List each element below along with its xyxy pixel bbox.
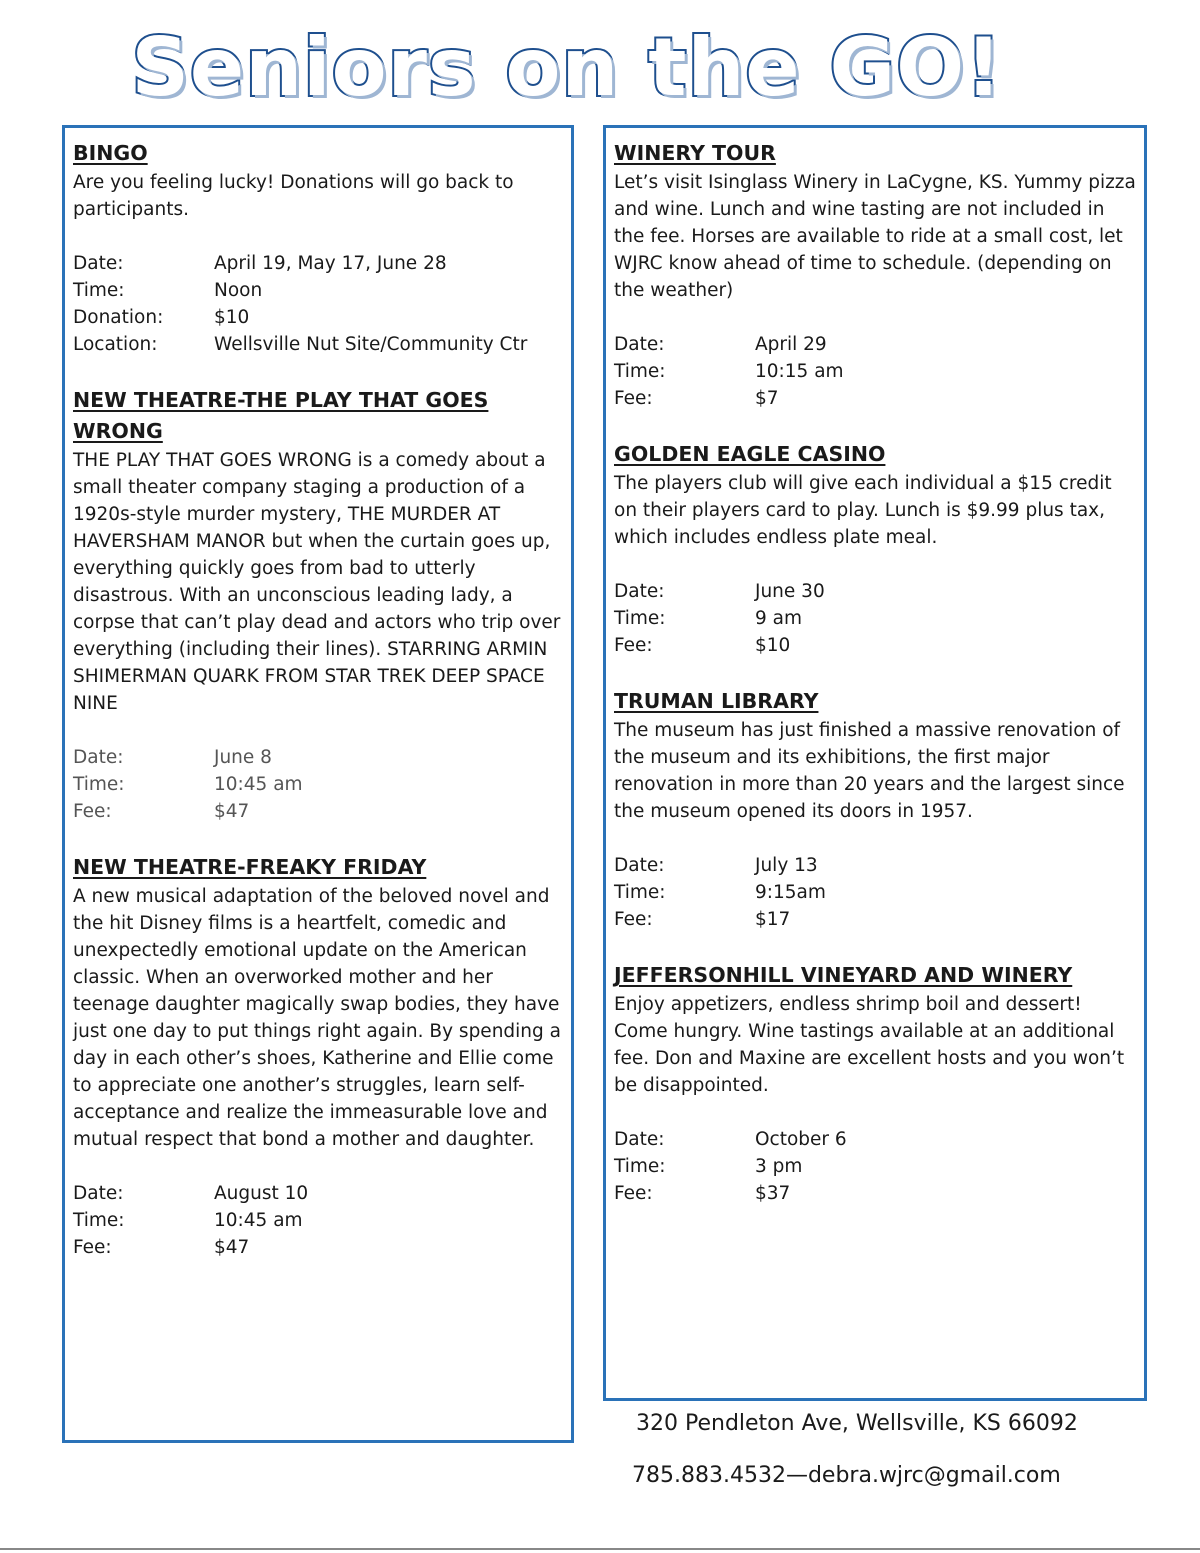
detail-label: Date:	[73, 1183, 124, 1204]
event-truman-library	[614, 686, 1136, 933]
detail-row-fee	[614, 632, 1136, 659]
event-title: NEW THEATRE-THE PLAY THAT GOES WRONG	[73, 388, 489, 443]
detail-value: April 19, May 17, June 28	[214, 253, 447, 274]
detail-label: Fee:	[73, 801, 112, 822]
event-play-that-goes-wrong	[73, 385, 563, 825]
detail-value: $10	[755, 635, 791, 656]
detail-value: $7	[755, 388, 779, 409]
left-events-column	[62, 125, 574, 1443]
detail-value: $37	[755, 1183, 791, 1204]
event-description: Are you feeling lucky! Donations will go back to participants.	[73, 172, 514, 220]
footer-contact: 785.883.4532—debra.wjrc@gmail.com	[632, 1463, 1061, 1488]
detail-row-fee	[614, 906, 1136, 933]
event-details	[614, 578, 1136, 659]
event-title: GOLDEN EAGLE CASINO	[614, 442, 886, 466]
detail-label: Date:	[614, 1129, 665, 1150]
detail-row-fee	[614, 385, 1136, 412]
event-description: A new musical adaptation of the beloved novel and the hit Disney films is a heartfelt, comedic and unexpectedly emotional update on the American classic. When an overworked mother and her teenage daughter magically swap bodies, they have just one day to put things right again. By spending a day in each other’s shoes, Katherine and Ellie come to appreciate one another’s struggles, learn self-acceptance and realize the immeasurable love and mutual respect that bond a mother and daughter.	[73, 886, 561, 1150]
event-description: THE PLAY THAT GOES WRONG is a comedy about a small theater company staging a production of a 1920s-style murder mystery, THE MURDER AT HAVERSHAM MANOR but when the curtain goes up, everything quickly goes from bad to utterly disastrous. With an unconscious leading lady, a corpse that can’t play dead and actors who trip over everything (including their lines). STARRING ARMIN SHIMERMAN QUARK FROM STAR TREK DEEP SPACE NINE	[73, 450, 561, 714]
detail-value: $47	[214, 1237, 250, 1258]
detail-label: Donation:	[73, 307, 164, 328]
detail-row-fee	[73, 798, 563, 825]
event-details	[73, 1180, 563, 1261]
detail-label: Location:	[73, 334, 158, 355]
event-title: NEW THEATRE-FREAKY FRIDAY	[73, 855, 427, 879]
detail-row-time	[73, 277, 563, 304]
detail-row-date	[614, 1126, 1136, 1153]
event-details	[73, 250, 563, 358]
detail-value: Noon	[214, 280, 263, 301]
detail-value: April 29	[755, 334, 827, 355]
detail-row-time	[614, 879, 1136, 906]
event-title: BINGO	[73, 141, 148, 165]
detail-row-date	[73, 250, 563, 277]
detail-value: 9 am	[755, 608, 803, 629]
detail-label: Fee:	[614, 909, 653, 930]
event-description: The museum has just finished a massive renovation of the museum and its exhibitions, the first major renovation in more than 20 years and the largest since the museum opened its doors in 1957.	[614, 720, 1125, 822]
detail-value: October 6	[755, 1129, 847, 1150]
detail-value: August 10	[214, 1183, 309, 1204]
right-events-column	[603, 125, 1147, 1401]
event-golden-eagle-casino	[614, 439, 1136, 659]
detail-row-date	[614, 331, 1136, 358]
page-title: Seniors on the GO!	[131, 21, 1003, 114]
detail-label: Fee:	[614, 388, 653, 409]
detail-value: Wellsville Nut Site/Community Ctr	[214, 334, 528, 355]
detail-value: $17	[755, 909, 791, 930]
detail-value: 9:15am	[755, 882, 826, 903]
event-title: TRUMAN LIBRARY	[614, 689, 819, 713]
detail-label: Fee:	[73, 1237, 112, 1258]
detail-row-date	[614, 578, 1136, 605]
detail-label: Date:	[73, 747, 124, 768]
event-freaky-friday	[73, 852, 563, 1261]
event-details	[73, 744, 563, 825]
detail-label: Time:	[73, 774, 125, 795]
event-description: Enjoy appetizers, endless shrimp boil and dessert! Come hungry. Wine tastings available at an additional fee. Don and Maxine are excellent hosts and you won’t be disappointed.	[614, 994, 1125, 1096]
event-details	[614, 1126, 1136, 1207]
event-description: Let’s visit Isinglass Winery in LaCygne, KS. Yummy pizza and wine. Lunch and wine tasting are not included in the fee. Horses are available to ride at a small cost, let WJRC know ahead of time to schedule. (depending on the weather)	[614, 172, 1136, 301]
detail-row-fee	[614, 1180, 1136, 1207]
detail-label: Time:	[614, 608, 666, 629]
detail-value: July 13	[755, 855, 818, 876]
detail-value: June 30	[755, 581, 825, 602]
detail-label: Date:	[73, 253, 124, 274]
detail-label: Date:	[614, 581, 665, 602]
detail-row-time	[614, 1153, 1136, 1180]
detail-label: Time:	[614, 361, 666, 382]
detail-value: 10:45 am	[214, 774, 303, 795]
detail-label: Fee:	[614, 1183, 653, 1204]
detail-label: Time:	[614, 1156, 666, 1177]
detail-value: June 8	[214, 747, 272, 768]
detail-row-date	[614, 852, 1136, 879]
detail-row-time	[614, 358, 1136, 385]
event-jeffersonhill-vineyard	[614, 960, 1136, 1207]
detail-label: Time:	[73, 280, 125, 301]
detail-value: 10:15 am	[755, 361, 844, 382]
detail-row-location	[73, 331, 563, 358]
event-title: JEFFERSONHILL VINEYARD AND WINERY	[614, 963, 1073, 987]
detail-row-donation	[73, 304, 563, 331]
detail-value: $47	[214, 801, 250, 822]
detail-value: $10	[214, 307, 250, 328]
detail-label: Time:	[614, 882, 666, 903]
bottom-divider	[0, 1548, 1200, 1550]
detail-row-time	[614, 605, 1136, 632]
event-description: The players club will give each individual a $15 credit on their players card to play. Lunch is $9.99 plus tax, which includes endless plate meal.	[614, 473, 1112, 548]
detail-row-time	[73, 1207, 563, 1234]
detail-row-date	[73, 1180, 563, 1207]
footer-address: 320 Pendleton Ave, Wellsville, KS 66092	[636, 1411, 1078, 1436]
detail-label: Fee:	[614, 635, 653, 656]
detail-value: 10:45 am	[214, 1210, 303, 1231]
detail-label: Date:	[614, 855, 665, 876]
event-title: WINERY TOUR	[614, 141, 776, 165]
event-details	[614, 331, 1136, 412]
detail-row-date	[73, 744, 563, 771]
event-details	[614, 852, 1136, 933]
detail-label: Date:	[614, 334, 665, 355]
detail-row-fee	[73, 1234, 563, 1261]
detail-value: 3 pm	[755, 1156, 803, 1177]
detail-row-time	[73, 771, 563, 798]
detail-label: Time:	[73, 1210, 125, 1231]
event-bingo	[73, 138, 563, 358]
event-winery-tour	[614, 138, 1136, 412]
